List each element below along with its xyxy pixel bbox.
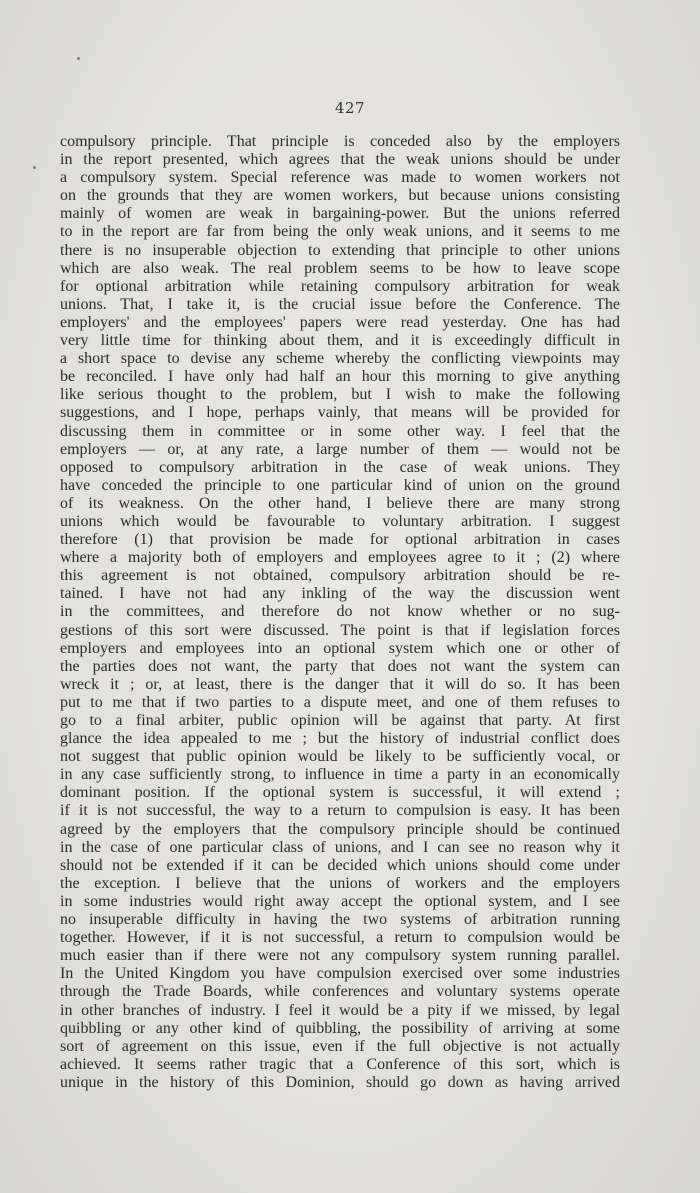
text-line: unions. That, I take it, is the crucial issue before the Conference. The <box>60 295 620 313</box>
text-line: unique in the history of this Dominion, should go down as having arrived <box>60 1073 620 1091</box>
text-line: dominant position. If the optional system is successful, it will extend ; <box>60 784 620 802</box>
text-line: put to me that if two parties to a dispute meet, and one of them refuses to <box>60 693 620 711</box>
text-line: like serious thought to the problem, but I wish to make the following <box>60 386 620 404</box>
text-line: a short space to devise any scheme whereby the conflicting viewpoints may <box>60 350 620 368</box>
ink-speck <box>33 166 36 169</box>
text-line: in any case sufficiently strong, to influence in time a party in an economically <box>60 766 620 784</box>
text-line: in the case of one particular class of unions, and I can see no reason why it <box>60 838 620 856</box>
text-line: employers' and the employees' papers were read yesterday. One has had <box>60 313 620 331</box>
text-line: agreed by the employers that the compulsory principle should be continued <box>60 820 620 838</box>
text-line: gestions of this sort were discussed. The point is that if legislation forces <box>60 621 620 639</box>
text-line: through the Trade Boards, while conferences and voluntary systems operate <box>60 983 620 1001</box>
text-line: opposed to compulsory arbitration in the case of weak unions. They <box>60 458 620 476</box>
text-line: compulsory principle. That principle is conceded also by the employers <box>60 133 620 150</box>
text-line: quibbling or any other kind of quibbling, the possibility of arriving at some <box>60 1019 620 1037</box>
text-line: employers — or, at any rate, a large number of them — would not be <box>60 440 620 458</box>
text-line: employers and employees into an optional system which one or other of <box>60 639 620 657</box>
text-line: suggestions, and I hope, perhaps vainly, that means will be provided for <box>60 404 620 422</box>
text-line: the parties does not want, the party that does not want the system can <box>60 657 620 675</box>
text-line: have conceded the principle to one particular kind of union on the ground <box>60 476 620 494</box>
text-line: in other branches of industry. I feel it would be a pity if we missed, by legal <box>60 1001 620 1019</box>
text-line: in some industries would right away accept the optional system, and I see <box>60 892 620 910</box>
text-line: for optional arbitration while retaining compulsory arbitration for weak <box>60 277 620 295</box>
text-line: this agreement is not obtained, compulsory arbitration should be re- <box>60 567 620 585</box>
text-line: not suggest that public opinion would be likely to be sufficiently vocal, or <box>60 748 620 766</box>
text-line: unions which would be favourable to voluntary arbitration. I suggest <box>60 512 620 530</box>
text-line: the exception. I believe that the unions of workers and the employers <box>60 874 620 892</box>
text-line: be reconciled. I have only had half an hour this morning to give anything <box>60 368 620 386</box>
text-line: therefore (1) that provision be made for optional arbitration in cases <box>60 531 620 549</box>
text-line: very little time for thinking about them, and it is exceedingly difficult in <box>60 332 620 350</box>
text-line: together. However, if it is not successful, a return to compulsion would be <box>60 929 620 947</box>
text-line: discussing them in committee or in some other way. I feel that the <box>60 422 620 440</box>
text-line: which are also weak. The real problem seems to be how to leave scope <box>60 259 620 277</box>
text-line: tained. I have not had any inkling of the way the discussion went <box>60 585 620 603</box>
text-line: no insuperable difficulty in having the two systems of arbitration running <box>60 911 620 929</box>
text-line: should not be extended if it can be decided which unions should come under <box>60 856 620 874</box>
body-text <box>60 133 620 1092</box>
text-line: In the United Kingdom you have compulsion exercised over some industries <box>60 965 620 983</box>
text-line: wreck it ; or, at least, there is the danger that it will do so. It has been <box>60 675 620 693</box>
page-number: 427 <box>334 99 366 117</box>
text-line: where a majority both of employers and employees agree to it ; (2) where <box>60 549 620 567</box>
text-line: on the grounds that they are women workers, but because unions consisting <box>60 187 620 205</box>
text-line: mainly of women are weak in bargaining-power. But the unions referred <box>60 205 620 223</box>
text-line: much easier than if there were not any compulsory system running parallel. <box>60 947 620 965</box>
text-line: in the committees, and therefore do not know whether or no sug- <box>60 603 620 621</box>
text-line: glance the idea appealed to me ; but the history of industrial conflict does <box>60 730 620 748</box>
text-line: a compulsory system. Special reference was made to women workers not <box>60 169 620 187</box>
text-line: achieved. It seems rather tragic that a Conference of this sort, which is <box>60 1055 620 1073</box>
text-line: to in the report are far from being the only weak unions, and it seems to me <box>60 223 620 241</box>
text-line: there is no insuperable objection to extending that principle to other unions <box>60 241 620 259</box>
text-line: sort of agreement on this issue, even if the full objective is not actually <box>60 1037 620 1055</box>
ink-speck <box>77 57 80 60</box>
text-line: if it is not successful, the way to a return to compulsion is easy. It has been <box>60 802 620 820</box>
text-line: in the report presented, which agrees that the weak unions should be under <box>60 151 620 169</box>
text-line: go to a final arbiter, public opinion will be against that party. At first <box>60 712 620 729</box>
text-line: of its weakness. On the other hand, I believe there are many strong <box>60 494 620 512</box>
